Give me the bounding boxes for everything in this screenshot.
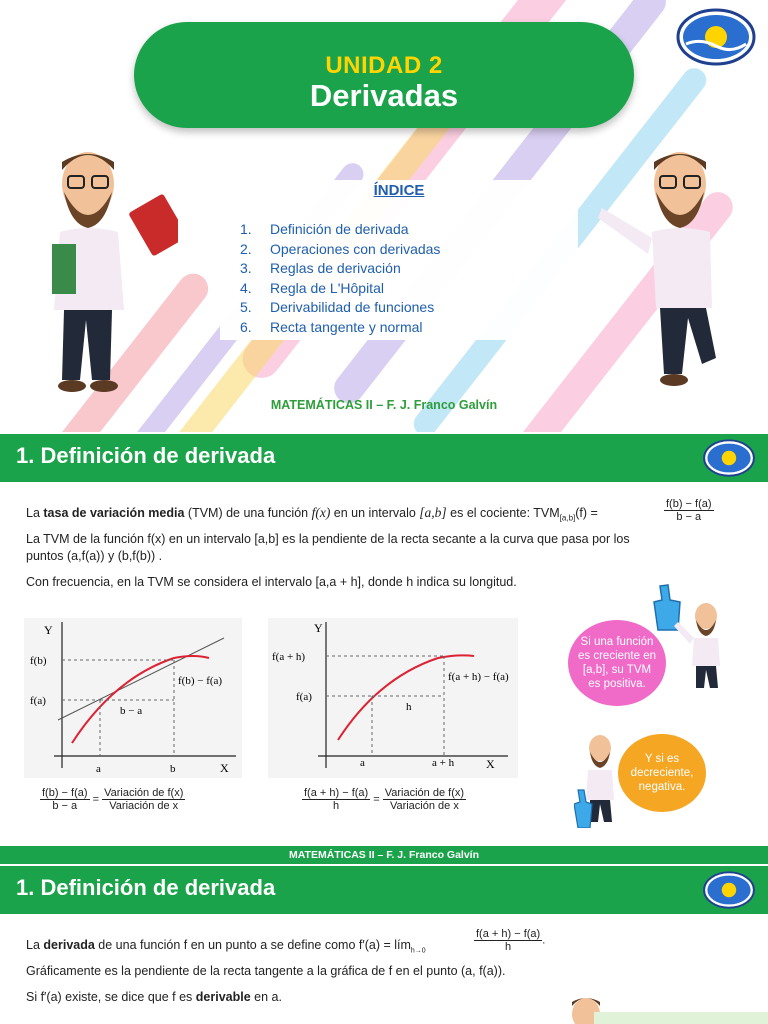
tvm-definition <box>26 505 598 523</box>
label-a: a <box>360 757 365 769</box>
avatar-left <box>28 140 178 395</box>
slide-footer: MATEMÁTICAS II – F. J. Franco Galvín <box>0 846 768 864</box>
derivative-definition <box>26 938 426 955</box>
index-item[interactable] <box>240 220 440 240</box>
section-banner <box>0 434 768 482</box>
text: Si f′(a) existe, se dice que f es <box>26 990 196 1004</box>
denominator: Variación de x <box>102 799 185 812</box>
index-item[interactable] <box>240 298 440 318</box>
denominator: b − a <box>664 510 714 523</box>
label-diff: f(b) − f(a) <box>178 675 223 687</box>
text: en a. <box>250 990 282 1004</box>
label-diff: f(a + h) − f(a) <box>448 671 509 683</box>
index-item[interactable] <box>240 279 440 299</box>
school-logo-icon <box>676 8 756 66</box>
numerator: f(b) − f(a) <box>666 498 712 510</box>
bubble-text: Si una función es creciente en [a,b], su TVM es positiva. <box>578 636 656 690</box>
avatar-right <box>592 138 742 388</box>
text: La <box>26 938 44 952</box>
label-h: h <box>406 701 412 713</box>
increment-graph <box>268 618 518 778</box>
denominator: h <box>302 799 370 812</box>
index-item-number: 1. <box>240 221 252 237</box>
label-ah: a + h <box>432 757 455 769</box>
text: es el cociente: TVM <box>446 506 560 520</box>
title-banner <box>134 22 634 128</box>
derivative-fraction: $\frac{f(a + h) - f(a)}{h}$ . <box>476 928 546 953</box>
speech-bubble-positive <box>568 620 666 706</box>
math: f(x) <box>311 505 331 520</box>
numerator: f(a + h) − f(a) <box>304 787 369 799</box>
index-list <box>240 220 440 337</box>
bubble-text: Y si es decreciente, negativa. <box>630 753 694 793</box>
index-item-label: Reglas de derivación <box>270 260 401 276</box>
term-bold: derivable <box>195 990 251 1004</box>
index-item-number: 2. <box>240 240 252 257</box>
subscript: h→0 <box>410 947 426 955</box>
tvm-fraction <box>664 498 714 523</box>
school-logo-icon <box>702 439 756 477</box>
tvm-interval-note: Con frecuencia, en la TVM se considera el intervalo [a,a + h], donde h indica su longitud. <box>26 575 517 589</box>
denominator: h <box>474 940 542 953</box>
text: (TVM) de una función <box>184 506 312 520</box>
tvm-secant-line2: puntos (a,f(a)) y (b,f(b)) . <box>26 549 163 563</box>
numerator: f(b) − f(a) <box>42 787 88 799</box>
axis-y-label: Y <box>314 621 323 635</box>
axis-x-label: X <box>220 761 229 775</box>
term-bold: tasa de variación media <box>43 506 185 520</box>
index-item[interactable] <box>240 318 440 338</box>
speech-bubble-negative <box>618 734 706 812</box>
school-logo-icon <box>702 871 756 909</box>
section-title: 1. Definición de derivada <box>16 443 276 468</box>
axis-y-label: Y <box>44 623 53 637</box>
denominator: b − a <box>40 799 90 812</box>
subscript: [a,b] <box>559 513 576 523</box>
text: de una función f en un punto a se define como f′(a) = lím <box>94 938 411 952</box>
label-fa: f(a) <box>296 691 312 703</box>
index-item[interactable] <box>240 240 440 260</box>
index-item-number: 4. <box>240 279 252 296</box>
text: La <box>26 506 44 520</box>
index-item-number: 3. <box>240 260 252 276</box>
section-title: 1. Definición de derivada <box>16 875 276 900</box>
index-item-number: 6. <box>240 318 252 335</box>
label-fb: f(b) <box>30 655 47 667</box>
tvm-secant-line1: La TVM de la función f(x) en un intervalo [a,b] es la pendiente de la recta secante a la curva que pasa por los <box>26 532 630 546</box>
label-a: a <box>96 763 101 775</box>
text: en un intervalo <box>330 506 420 520</box>
index-item-label: Recta tangente y normal <box>270 318 423 335</box>
index-item[interactable] <box>240 259 440 279</box>
index-panel <box>220 180 578 340</box>
index-item-label: Derivabilidad de funciones <box>270 299 435 315</box>
label-fah: f(a + h) <box>272 651 306 663</box>
numerator: f(a + h) − f(a) <box>476 928 541 940</box>
math: [a,b] <box>419 505 447 520</box>
text: (f) = <box>575 506 598 520</box>
index-title: ÍNDICE <box>373 182 425 199</box>
label-fa: f(a) <box>30 695 46 707</box>
cover-slide <box>0 0 768 432</box>
cover-footer: MATEMÁTICAS II – F. J. Franco Galvín <box>270 398 498 412</box>
term-bold: derivada <box>43 938 95 952</box>
note-box <box>594 1012 768 1024</box>
tangent-slope-note: Gráficamente es la pendiente de la recta tangente a la gráfica de f en el punto (a, f(a)). <box>26 964 506 978</box>
label-ba: b − a <box>120 705 143 717</box>
unit-label: UNIDAD 2 <box>325 52 443 79</box>
derivable-note <box>26 990 282 1004</box>
denominator: Variación de x <box>383 799 466 812</box>
formula-variation-1: $\frac{f(b) - f(a)}{b - a}$ = Variación de f(x) Variación de x <box>42 787 184 812</box>
index-item-number: 5. <box>240 299 252 315</box>
page-title: Derivadas <box>309 78 459 113</box>
numerator: Variación de f(x) <box>104 787 184 799</box>
axis-x-label: X <box>486 757 495 771</box>
secant-graph <box>24 618 242 778</box>
index-item-label: Regla de L'Hôpital <box>270 279 384 296</box>
avatar-small-right <box>672 598 732 692</box>
numerator: Variación de f(x) <box>384 787 465 799</box>
label-b: b <box>170 763 176 775</box>
index-item-label: Definición de derivada <box>270 221 409 237</box>
index-item-label: Operaciones con derivadas <box>270 240 441 257</box>
formula-variation-2: $\frac{f(a + h) - f(a)}{h}$ = Variación de f(x) Variación de x <box>304 787 465 812</box>
section-banner <box>0 866 768 914</box>
